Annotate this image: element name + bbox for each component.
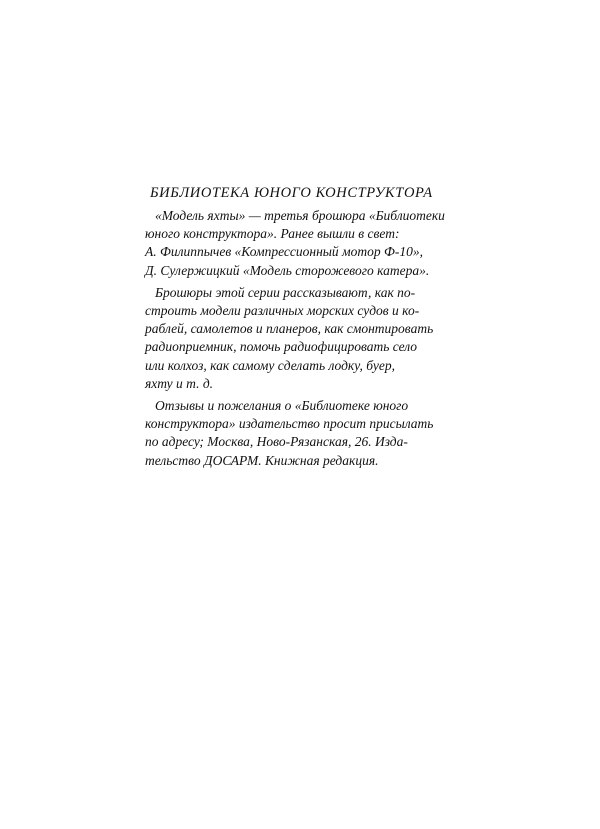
series-description bbox=[145, 207, 460, 474]
text-line: «Модель яхты» — третья брошюра «Библиотеки bbox=[155, 208, 445, 223]
text-line: А. Филиппычев «Компрессионный мотор Ф-10», bbox=[145, 244, 424, 260]
paragraph-series-topics bbox=[145, 284, 460, 393]
paragraph-feedback-address bbox=[145, 397, 460, 470]
text-line: яхту и т. д. bbox=[145, 375, 214, 391]
text-line: по адресу; Москва, Ново-Рязанская, 26. Изда- bbox=[145, 434, 408, 450]
text-line: конструктора» издательство просит присылать bbox=[145, 416, 434, 432]
text-line: Д. Сулержицкий «Модель сторожевого катера». bbox=[145, 262, 430, 278]
text-line: Брошюры этой серии рассказывают, как по- bbox=[155, 284, 416, 300]
text-line: юного конструктора». Ранее вышли в свет: bbox=[145, 226, 400, 242]
text-line: раблей, самолетов и планеров, как смонтировать bbox=[145, 321, 434, 337]
text-line: или колхоз, как самому сделать лодку, буер, bbox=[145, 357, 396, 373]
text-line: тельство ДОСАРМ. Книжная редакция. bbox=[145, 452, 379, 468]
text-line: радиоприемник, помочь радиофицировать село bbox=[145, 339, 418, 355]
paragraph-series-intro bbox=[145, 207, 460, 280]
series-heading: БИБЛИОТЕКА ЮНОГО КОНСТРУКТОРА bbox=[150, 185, 433, 201]
text-line: Отзывы и пожелания о «Библиотеке юного bbox=[155, 398, 409, 414]
text-line: строить модели различных морских судов и ко- bbox=[145, 303, 420, 319]
